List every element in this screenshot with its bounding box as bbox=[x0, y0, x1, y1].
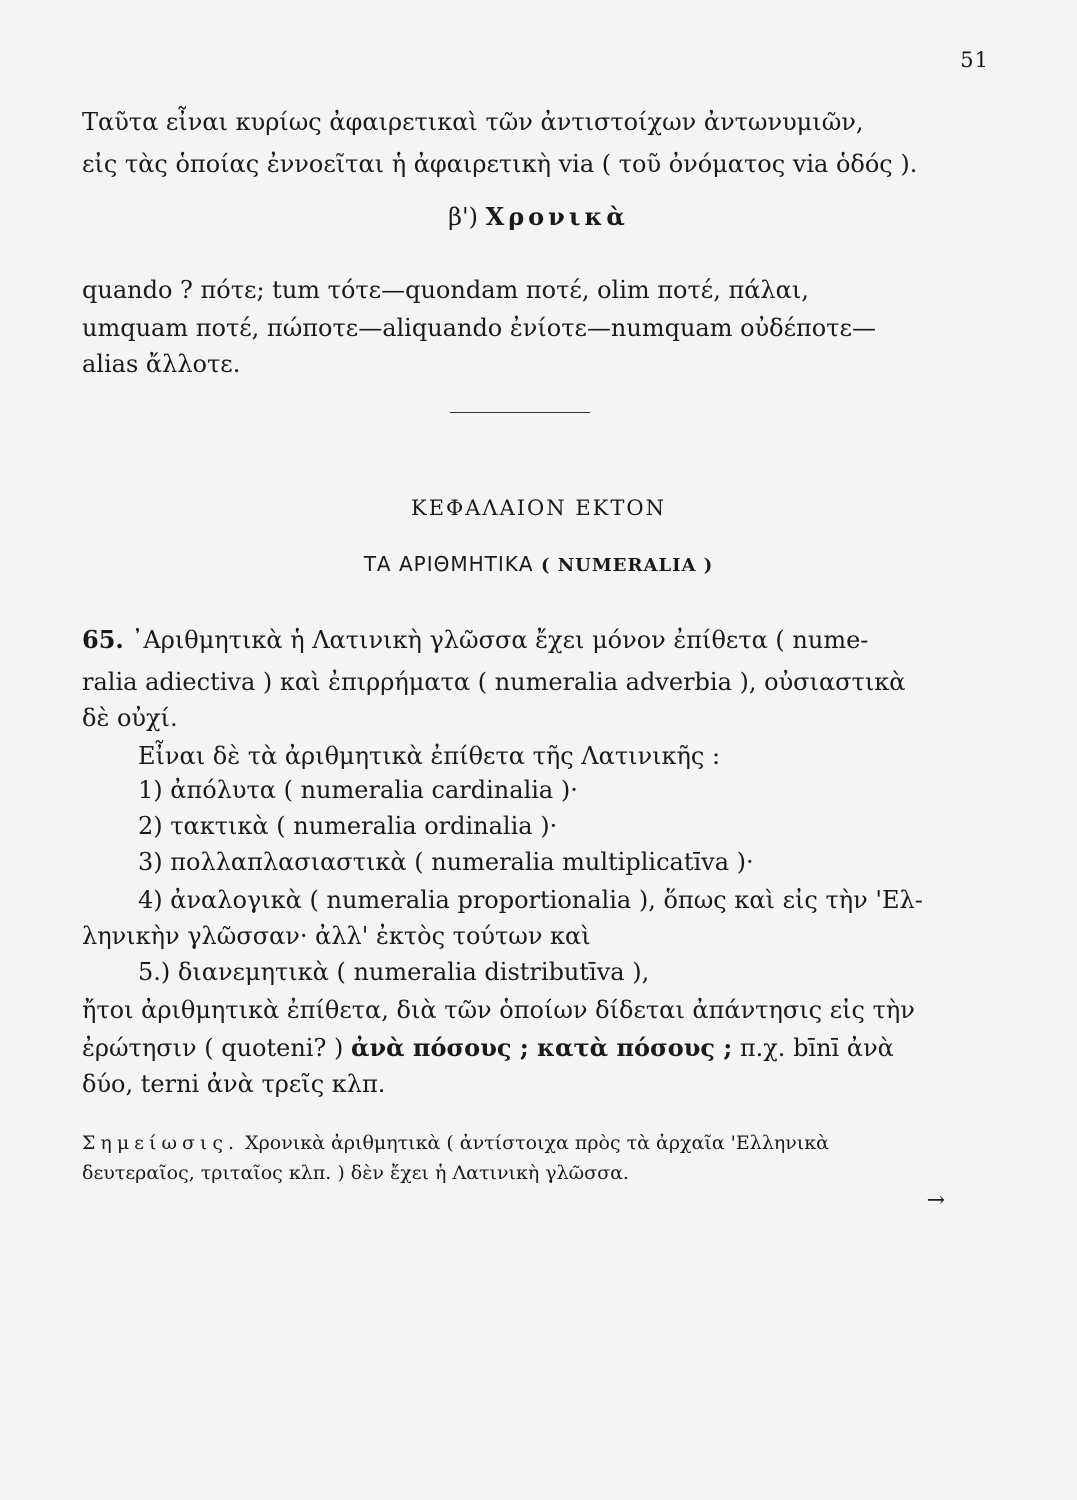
divider-rule bbox=[450, 412, 590, 413]
closing-line-2 bbox=[82, 1030, 949, 1066]
note-text-1: Χρονικὰ ἀριθμητικὰ ( ἀντίστοιχα πρὸς τὰ ἀρχαῖα 'Ελληνικὰ bbox=[245, 1132, 829, 1154]
paragraph-65-line-2: ralia adiectiva ) καὶ ἐπιρρήματα ( numeralia adverbia ), οὐσιαστικὰ bbox=[82, 668, 906, 696]
intro-line-1: Ταῦτα εἶναι κυρίως ἀφαιρετικαὶ τῶν ἀντιστοίχων ἀντωνυμιῶν, bbox=[82, 108, 864, 136]
paragraph-number: 65. bbox=[82, 625, 124, 654]
closing-line-2-post: π.χ. bīnī ἀνὰ bbox=[739, 1034, 894, 1062]
section-heading bbox=[0, 202, 1077, 231]
closing-line-3: δύο, terni ἀνὰ τρεῖς κλπ. bbox=[82, 1070, 386, 1098]
paragraph-65-line-1 bbox=[82, 622, 949, 658]
list-item: 5.) διανεμητικὰ ( numeralia distributīva ), bbox=[138, 958, 650, 986]
note-line-2: δευτεραῖος, τριταῖος κλπ. ) δὲν ἔχει ἡ Λατινικὴ γλῶσσα. bbox=[82, 1162, 629, 1184]
section-line-2: umquam ποτέ, πώποτε—aliquando ἐνίοτε—numquam οὐδέποτε— bbox=[82, 314, 876, 342]
section-line-3: alias ἄλλοτε. bbox=[82, 350, 241, 378]
chapter-subtitle-greek: ΤΑ ΑΡΙΘΜΗΤΙΚΑ bbox=[363, 552, 534, 576]
list-item: 2) τακτικὰ ( numeralia ordinalia )· bbox=[138, 812, 558, 840]
chapter-title: ΚΕΦΑΛΑΙΟΝ ΕΚΤΟΝ bbox=[411, 496, 666, 520]
list-item-continuation: ληνικὴν γλῶσσαν· ἀλλ' ἐκτὸς τούτων καὶ bbox=[82, 922, 591, 950]
list-item: 1) ἀπόλυτα ( numeralia cardinalia )· bbox=[138, 776, 578, 804]
list-intro: Εἶναι δὲ τὰ ἀριθμητικὰ ἐπίθετα τῆς Λατινικῆς : bbox=[138, 742, 721, 770]
closing-line-2-pre: ἐρώτησιν ( quoteni? ) bbox=[82, 1034, 344, 1062]
arrow-right-icon: → bbox=[926, 1188, 945, 1213]
paragraph-65-text-1: ᾿Αριθμητικὰ ἡ Λατινικὴ γλῶσσα ἔχει μόνον ἐπίθετα ( nume- bbox=[131, 626, 869, 654]
chapter-subtitle bbox=[0, 552, 1077, 576]
paragraph-65-line-3: δὲ οὐχί. bbox=[82, 704, 178, 732]
chapter-subtitle-latin: ( NUMERALIA ) bbox=[540, 555, 714, 576]
list-item: 3) πολλαπλασιαστικὰ ( numeralia multiplicatīva )· bbox=[138, 848, 754, 876]
section-title: Χρονικὰ bbox=[485, 202, 629, 231]
list-item: 4) ἀναλογικὰ ( numeralia proportionalia ), ὅπως καὶ εἰς τὴν 'Ελ- bbox=[138, 886, 923, 914]
closing-line-2-bold: ἀνὰ πόσους ; κατὰ πόσους ; bbox=[350, 1033, 733, 1062]
intro-line-2: εἰς τὰς ὁποίας ἐννοεῖται ἡ ἀφαιρετικὴ via ( τοῦ ὀνόματος via ὁδός ). bbox=[82, 150, 918, 178]
closing-line-1: ἤτοι ἀριθμητικὰ ἐπίθετα, διὰ τῶν ὁποίων δίδεται ἀπάντησις εἰς τὴν bbox=[82, 996, 915, 1024]
note-label: Σημείωσις. bbox=[82, 1132, 240, 1154]
page-number: 51 bbox=[960, 48, 989, 72]
note-line-1 bbox=[82, 1128, 949, 1158]
section-marker: β') bbox=[448, 203, 478, 231]
section-line-1: quando ? πότε; tum τότε—quondam ποτέ, olim ποτέ, πάλαι, bbox=[82, 276, 809, 304]
